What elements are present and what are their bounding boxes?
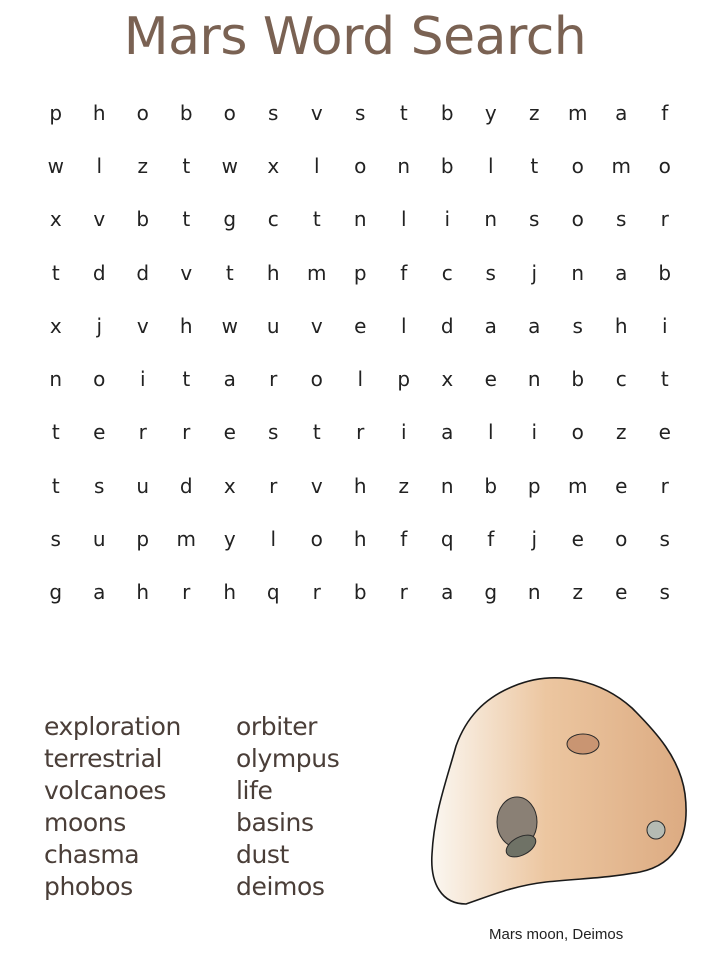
grid-letter: z [398,473,409,498]
grid-letter: x [49,207,62,232]
grid-letter: m [611,153,631,178]
grid-letter: h [179,313,193,338]
grid-letter: x [49,313,62,338]
grid-letter: s [659,527,670,552]
grid-letter: r [269,473,278,498]
moon-body [432,678,686,904]
grid-letter: d [179,473,193,498]
grid-letter: a [615,260,628,285]
grid-letter: n [440,473,454,498]
grid-letter: h [92,100,106,125]
word-list-item: dust [236,840,289,869]
grid-letter: x [223,473,236,498]
grid-letter: p [527,473,541,498]
word-list-item: olympus [236,744,340,773]
word-list-item: basins [236,808,314,837]
grid-letter: s [355,100,366,125]
grid-letter: b [440,153,454,178]
grid-letter: o [223,100,236,125]
grid-letter: v [310,473,323,498]
grid-letter: c [615,367,627,392]
grid-letter: a [615,100,628,125]
grid-letter: n [571,260,585,285]
grid-letter: h [136,580,150,605]
grid-letter: e [658,420,671,445]
word-list-item: volcanoes [44,776,167,805]
grid-letter: m [176,527,196,552]
grid-letter: e [571,527,584,552]
grid-letter: b [440,100,454,125]
grid-letter: l [313,153,320,178]
word-list-item: terrestrial [44,744,163,773]
grid-letter: i [139,367,146,392]
grid-letter: s [616,207,627,232]
grid-letter: v [310,100,323,125]
grid-letter: b [136,207,150,232]
grid-letter: n [353,207,367,232]
grid-letter: o [571,420,584,445]
grid-letter: r [660,207,669,232]
grid-letter: u [266,313,280,338]
grid-letter: n [49,367,63,392]
grid-letter: h [266,260,280,285]
grid-letter: m [307,260,327,285]
grid-letter: a [441,580,454,605]
grid-letter: m [568,100,588,125]
grid-letter: e [93,420,106,445]
grid-letter: o [310,527,323,552]
grid-letter: t [182,367,191,392]
word-list-item: life [236,776,273,805]
grid-letter: w [221,313,238,338]
grid-letter: s [572,313,583,338]
word-list-item: exploration [44,712,181,741]
grid-letter: h [353,527,367,552]
grid-letter: s [50,527,61,552]
word-list-column-1 [44,711,181,903]
grid-letter: l [357,367,364,392]
deimos-illustration [428,674,690,906]
grid-letter: v [93,207,106,232]
crater-top [567,734,599,754]
grid-letter: l [400,313,407,338]
grid-letter: g [49,580,63,605]
grid-letter: s [485,260,496,285]
word-list-item: phobos [44,872,133,901]
grid-letter: f [487,527,495,552]
grid-letter: s [659,580,670,605]
grid-letter: t [312,420,321,445]
illustration-caption: Mars moon, Deimos [489,926,624,943]
grid-letter: e [484,367,497,392]
letter-grid [34,86,686,619]
grid-letter: o [136,100,149,125]
grid-letter: a [528,313,541,338]
grid-letter: o [571,207,584,232]
grid-letter: m [568,473,588,498]
grid-letter: b [353,580,367,605]
grid-letter: t [660,367,669,392]
grid-letter: w [221,153,238,178]
grid-letter: l [487,153,494,178]
grid-letter: i [400,420,407,445]
grid-letter: o [571,153,584,178]
grid-letter: l [487,420,494,445]
grid-letter: e [223,420,236,445]
grid-letter: o [615,527,628,552]
grid-letter: r [399,580,408,605]
grid-letter: n [484,207,498,232]
grid-letter: u [92,527,106,552]
word-list-item: orbiter [236,712,318,741]
word-list-item: deimos [236,872,325,901]
crater-small [647,821,665,839]
grid-letter: o [658,153,671,178]
grid-letter: v [180,260,193,285]
grid-letter: x [267,153,280,178]
grid-letter: o [354,153,367,178]
grid-letter: n [527,580,541,605]
grid-letter: h [223,580,237,605]
grid-letter: e [615,580,628,605]
grid-letter: t [51,420,60,445]
grid-letter: f [400,527,408,552]
grid-letter: q [266,580,280,605]
grid-letter: g [223,207,237,232]
grid-letter: n [397,153,411,178]
grid-letter: o [310,367,323,392]
grid-letter: u [136,473,150,498]
grid-letter: i [444,207,451,232]
grid-letter: j [531,260,538,285]
grid-letter: e [354,313,367,338]
grid-letter: a [484,313,497,338]
grid-letter: g [484,580,498,605]
grid-letter: d [136,260,150,285]
grid-letter: h [614,313,628,338]
grid-letter: l [96,153,103,178]
word-list-column-2 [236,711,339,903]
grid-letter: e [615,473,628,498]
grid-letter: s [268,100,279,125]
grid-letter: y [223,527,236,552]
grid-letter: z [616,420,627,445]
grid-letter: d [440,313,454,338]
grid-letter: t [312,207,321,232]
grid-letter: h [353,473,367,498]
grid-letter: z [529,100,540,125]
grid-letter: q [440,527,454,552]
grid-letter: w [47,153,64,178]
grid-letter: r [182,420,191,445]
grid-letter: t [182,207,191,232]
grid-letter: y [484,100,497,125]
grid-letter: n [527,367,541,392]
grid-letter: v [310,313,323,338]
grid-letter: s [94,473,105,498]
grid-letter: a [93,580,106,605]
grid-letter: p [136,527,150,552]
grid-letter: r [269,367,278,392]
grid-letter: s [268,420,279,445]
grid-letter: t [530,153,539,178]
grid-letter: t [51,473,60,498]
grid-letter: j [96,313,103,338]
grid-letter: r [356,420,365,445]
grid-letter: b [179,100,193,125]
grid-letter: z [572,580,583,605]
grid-letter: o [93,367,106,392]
grid-letter: v [136,313,149,338]
grid-letter: a [223,367,236,392]
grid-letter: c [267,207,279,232]
grid-letter: t [225,260,234,285]
grid-letter: l [270,527,277,552]
grid-letter: f [400,260,408,285]
grid-letter: s [529,207,540,232]
word-list-item: chasma [44,840,140,869]
grid-letter: r [138,420,147,445]
grid-letter: b [571,367,585,392]
grid-letter: p [49,100,63,125]
grid-letter: b [658,260,672,285]
grid-letter: p [353,260,367,285]
grid-letter: t [182,153,191,178]
grid-letter: j [531,527,538,552]
grid-letter: i [661,313,668,338]
grid-letter: p [397,367,411,392]
grid-letter: i [531,420,538,445]
grid-letter: x [441,367,454,392]
word-list-item: moons [44,808,126,837]
grid-letter: t [51,260,60,285]
grid-letter: l [400,207,407,232]
grid-letter: f [661,100,669,125]
grid-letter: a [441,420,454,445]
grid-letter: t [399,100,408,125]
grid-letter: r [312,580,321,605]
grid-letter: c [441,260,453,285]
grid-letter: r [660,473,669,498]
grid-letter: b [484,473,498,498]
grid-letter: d [92,260,106,285]
grid-letter: z [137,153,148,178]
page-title: Mars Word Search [123,7,587,67]
grid-letter: r [182,580,191,605]
